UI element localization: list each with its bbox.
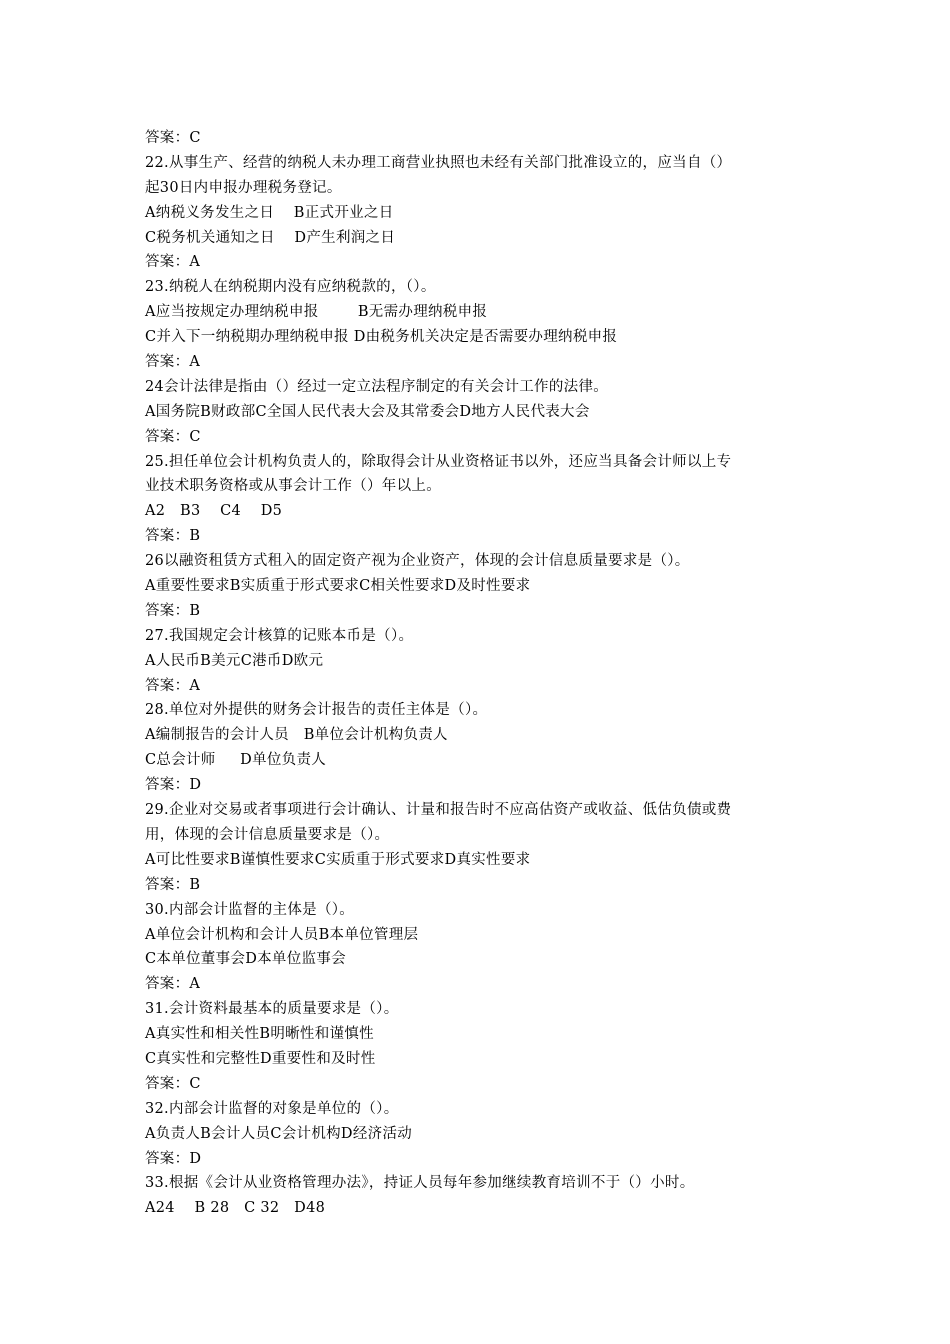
question-29-options: A可比性要求B谨慎性要求C实质重于形式要求D真实性要求 [145,851,531,868]
question-22-text: 22.从事生产、经营的纳税人未办理工商营业执照也未经有关部门批准设立的，应当自（） [145,154,732,171]
question-30-options: A单位会计机构和会计人员B本单位管理层 [145,926,419,943]
question-29-text-cont: 用，体现的会计信息质量要求是（）。 [145,826,390,843]
question-31-options: C真实性和完整性D重要性和及时性 [145,1050,376,1067]
question-25-text-cont: 业技术职务资格或从事会计工作（）年以上。 [145,478,441,495]
answer-line: 答案：A [145,254,201,271]
question-27-text: 27.我国规定会计核算的记账本币是（）。 [145,627,414,644]
answer-line: 答案：C [145,428,201,445]
answer-line: 答案：A [145,677,201,694]
answer-line: 答案：B [145,528,201,545]
question-22-text-cont: 起30日内申报办理税务登记。 [145,179,342,196]
question-26-text: 26以融资租赁方式租入的固定资产视为企业资产，体现的会计信息质量要求是（）。 [145,553,690,570]
answer-line: 答案：C [145,130,201,146]
question-31-text: 31.会计资料最基本的质量要求是（）。 [145,1001,399,1018]
question-25-text: 25.担任单位会计机构负责人的，除取得会计从业资格证书以外，还应当具备会计师以上专 [145,453,732,470]
question-33-options: A24 B 28 C 32 D48 [145,1200,326,1217]
question-31-options: A真实性和相关性B明晰性和谨慎性 [145,1026,374,1043]
question-32-text: 32.内部会计监督的对象是单位的（）。 [145,1100,399,1117]
question-28-text: 28.单位对外提供的财务会计报告的责任主体是（）。 [145,702,488,719]
question-23-options: A应当按规定办理纳税申报 B无需办理纳税申报 [145,304,488,321]
question-22-options: C税务机关通知之日 D产生利润之日 [145,229,396,246]
question-30-options: C本单位董事会D本单位监事会 [145,951,346,968]
answer-line: 答案：B [145,876,201,893]
answer-line: 答案：B [145,602,201,619]
question-28-options: C总会计师 D单位负责人 [145,752,327,769]
question-23-text: 23.纳税人在纳税期内没有应纳税款的，（）。 [145,279,436,296]
answer-line: 答案：A [145,976,201,993]
question-25-options: A2 B3 C4 D5 [145,503,283,520]
question-32-options: A负责人B会计人员C会计机构D经济活动 [145,1125,413,1142]
answer-line: 答案：A [145,354,201,371]
question-26-options: A重要性要求B实质重于形式要求C相关性要求D及时性要求 [145,578,531,595]
document-page [145,126,825,1221]
question-24-text: 24会计法律是指由（）经过一定立法程序制定的有关会计工作的法律。 [145,378,609,395]
question-29-text: 29.企业对交易或者事项进行会计确认、计量和报告时不应高估资产或收益、低估负债或费 [145,802,732,819]
question-24-options: A国务院B财政部C全国人民代表大会及其常委会D地方人民代表大会 [145,403,590,420]
question-30-text: 30.内部会计监督的主体是（）。 [145,901,355,918]
answer-line: 答案：D [145,777,202,794]
question-27-options: A人民币B美元C港币D欧元 [145,652,324,669]
question-33-text: 33.根据《会计从业资格管理办法》，持证人员每年参加继续教育培训不于（）小时。 [145,1175,695,1192]
answer-line: 答案：D [145,1150,202,1167]
question-23-options: C并入下一纳税期办理纳税申报 D由税务机关决定是否需要办理纳税申报 [145,329,618,346]
question-28-options: A编制报告的会计人员 B单位会计机构负责人 [145,727,448,744]
answer-line: 答案：C [145,1075,201,1092]
question-22-options: A纳税义务发生之日 B正式开业之日 [145,204,394,221]
